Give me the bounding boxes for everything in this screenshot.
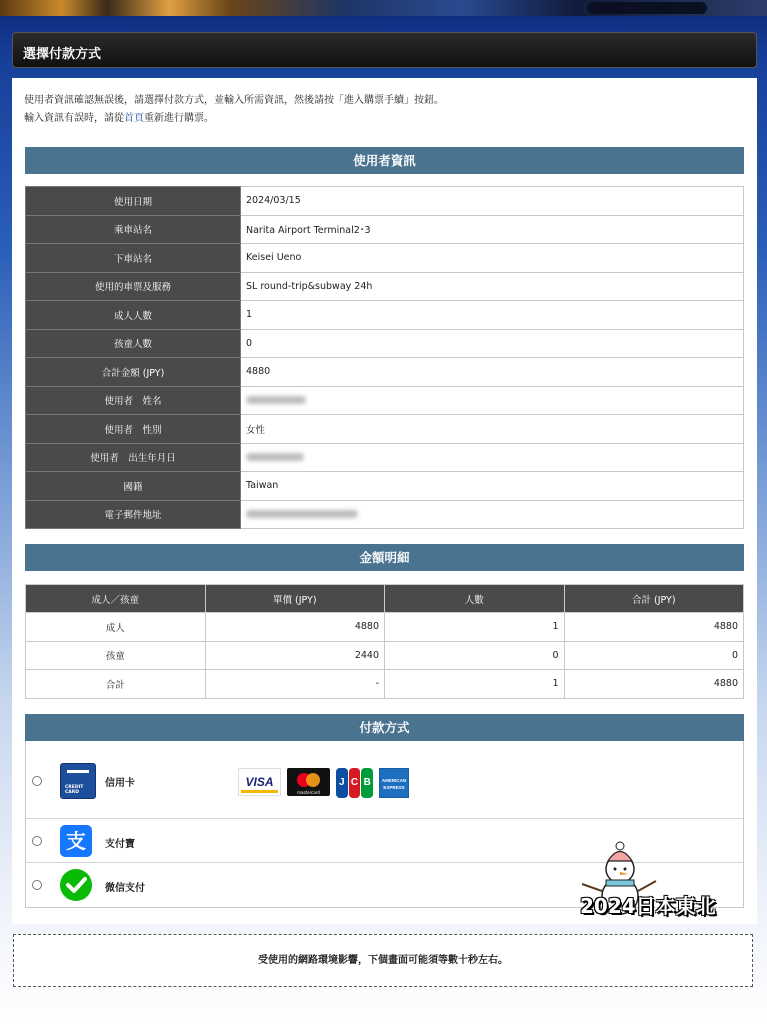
redacted-email (246, 510, 358, 518)
user-info-heading: 使用者資訊 (25, 147, 744, 174)
table-row: 使用者 性別 女性 (26, 415, 744, 444)
top-banner-strip (0, 0, 767, 16)
page-title: 選擇付款方式 (12, 32, 757, 68)
table-row: 下車站名 Keisei Ueno (26, 244, 744, 273)
mastercard-logo: mastercard (287, 768, 330, 796)
table-row: 國籍 Taiwan (26, 472, 744, 501)
wechat-pay-icon (60, 869, 92, 901)
table-row: 使用的車票及服務 SL round-trip&subway 24h (26, 272, 744, 301)
jcb-logo: J C B (336, 768, 373, 798)
network-notice: 受使用的網路環境影響，下個畫面可能須等數十秒左右。 (13, 934, 753, 987)
table-header-row: 成人／孩童 單價 (JPY) 人數 合計 (JPY) (26, 585, 744, 613)
alipay-radio[interactable] (32, 836, 42, 846)
table-row: 孩童 2440 0 0 (26, 641, 744, 670)
table-row: 合計金額 (JPY) 4880 (26, 358, 744, 387)
credit-card-icon-text: CREDIT CARD (65, 785, 84, 795)
home-link[interactable]: 首頁 (124, 113, 144, 124)
credit-card-icon (60, 763, 96, 799)
table-row: 電子郵件地址 (26, 500, 744, 529)
check-icon (60, 869, 92, 901)
table-row: 孩童人數 0 (26, 329, 744, 358)
table-row: 合計 - 1 4880 (26, 670, 744, 699)
intro-line-1: 使用者資訊確認無誤後，請選擇付款方式，並輸入所需資訊，然後請按「進入購票手續」按鈕。 (24, 95, 444, 106)
alipay-icon: 支 (60, 825, 92, 857)
alipay-label: 支付寶 (105, 839, 135, 850)
card-brand-logos (238, 768, 409, 798)
watermark-text: 2024日本東北 (580, 894, 716, 918)
table-row: 使用者 姓名 (26, 386, 744, 415)
wechat-pay-label: 微信支付 (105, 883, 145, 894)
intro-line-2: 輸入資訊有誤時，請從首頁重新進行購票。 (24, 113, 214, 124)
table-row: 乘車站名 Narita Airport Terminal2･3 (26, 215, 744, 244)
visa-logo: VISA (238, 768, 281, 796)
wechat-pay-radio[interactable] (32, 880, 42, 890)
payment-option-credit-card[interactable] (26, 741, 743, 819)
intro-text (24, 92, 444, 128)
table-row: 成人人數 1 (26, 301, 744, 330)
credit-card-label: 信用卡 (105, 778, 135, 789)
user-info-table (25, 186, 744, 529)
main-content (12, 78, 757, 924)
table-row: 成人 4880 1 4880 (26, 613, 744, 642)
payment-method-heading: 付款方式 (25, 714, 744, 741)
amount-detail-heading: 金額明細 (25, 544, 744, 571)
redacted-name (246, 396, 306, 404)
redacted-birthdate (246, 453, 304, 461)
amount-detail-table (25, 584, 744, 699)
amex-logo: AMERICAN EXPRESS (379, 768, 409, 798)
table-row: 使用者 出生年月日 (26, 443, 744, 472)
table-row: 使用日期 2024/03/15 (26, 187, 744, 216)
credit-card-radio[interactable] (32, 776, 42, 786)
